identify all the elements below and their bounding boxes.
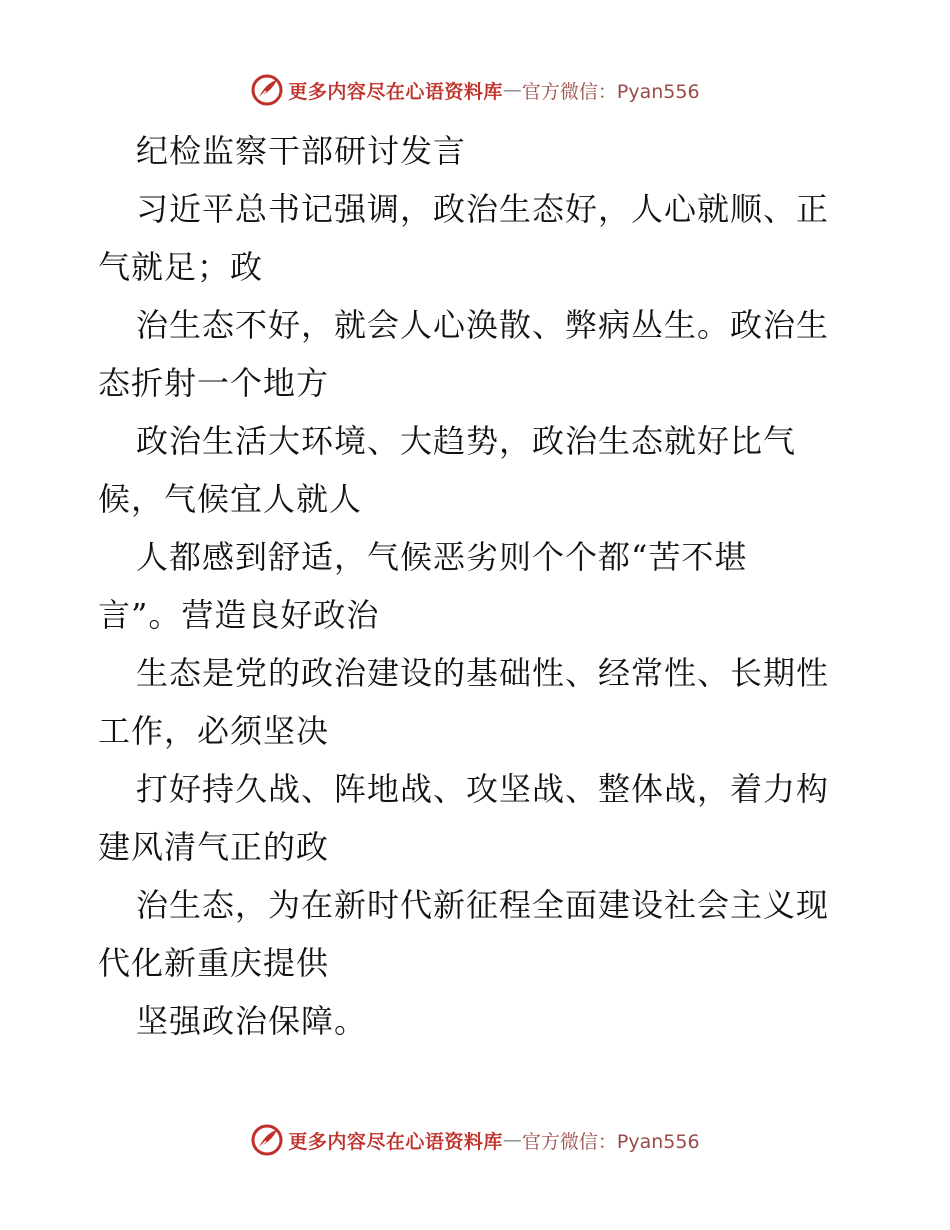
watermark-contact: 官方微信：Pyan556 bbox=[521, 1130, 700, 1153]
text-line: 态折射一个地方 bbox=[98, 364, 330, 402]
feather-logo-icon bbox=[250, 73, 284, 107]
footer-watermark bbox=[0, 1120, 950, 1160]
text-line: 工作，必须坚决 bbox=[98, 712, 330, 750]
text-line: 习近平总书记强调，政治生态好，人心就顺、正 bbox=[136, 190, 830, 228]
text-line: 生态是党的政治建设的基础性、经常性、长期性 bbox=[136, 654, 830, 692]
document-title: 纪检监察干部研讨发言 bbox=[136, 132, 467, 170]
text-line: 打好持久战、阵地战、攻坚战、整体战，着力构 bbox=[136, 770, 830, 808]
text-line: 气就足；政 bbox=[98, 248, 264, 286]
watermark-separator: — bbox=[502, 79, 522, 101]
document-body bbox=[98, 122, 858, 1050]
text-line: 建风清气正的政 bbox=[98, 828, 330, 866]
header-watermark bbox=[0, 70, 950, 110]
watermark-separator: — bbox=[502, 1129, 522, 1151]
text-line: 治生态，为在新时代新征程全面建设社会主义现 bbox=[136, 886, 830, 924]
watermark-brand: 更多内容尽在心语资料库 bbox=[288, 80, 503, 103]
text-line: 言”。营造良好政治 bbox=[98, 596, 380, 634]
text-line: 代化新重庆提供 bbox=[98, 944, 330, 982]
watermark-contact: 官方微信：Pyan556 bbox=[521, 80, 700, 103]
text-line: 治生态不好，就会人心涣散、弊病丛生。政治生 bbox=[136, 306, 830, 344]
text-line: 候，气候宜人就人 bbox=[98, 480, 363, 518]
text-line: 坚强政治保障。 bbox=[136, 1002, 368, 1040]
watermark-brand: 更多内容尽在心语资料库 bbox=[288, 1130, 503, 1153]
text-line: 人都感到舒适，气候恶劣则个个都“苦不堪 bbox=[136, 538, 748, 576]
text-line: 政治生活大环境、大趋势，政治生态就好比气 bbox=[136, 422, 797, 460]
feather-logo-icon bbox=[250, 1123, 284, 1157]
